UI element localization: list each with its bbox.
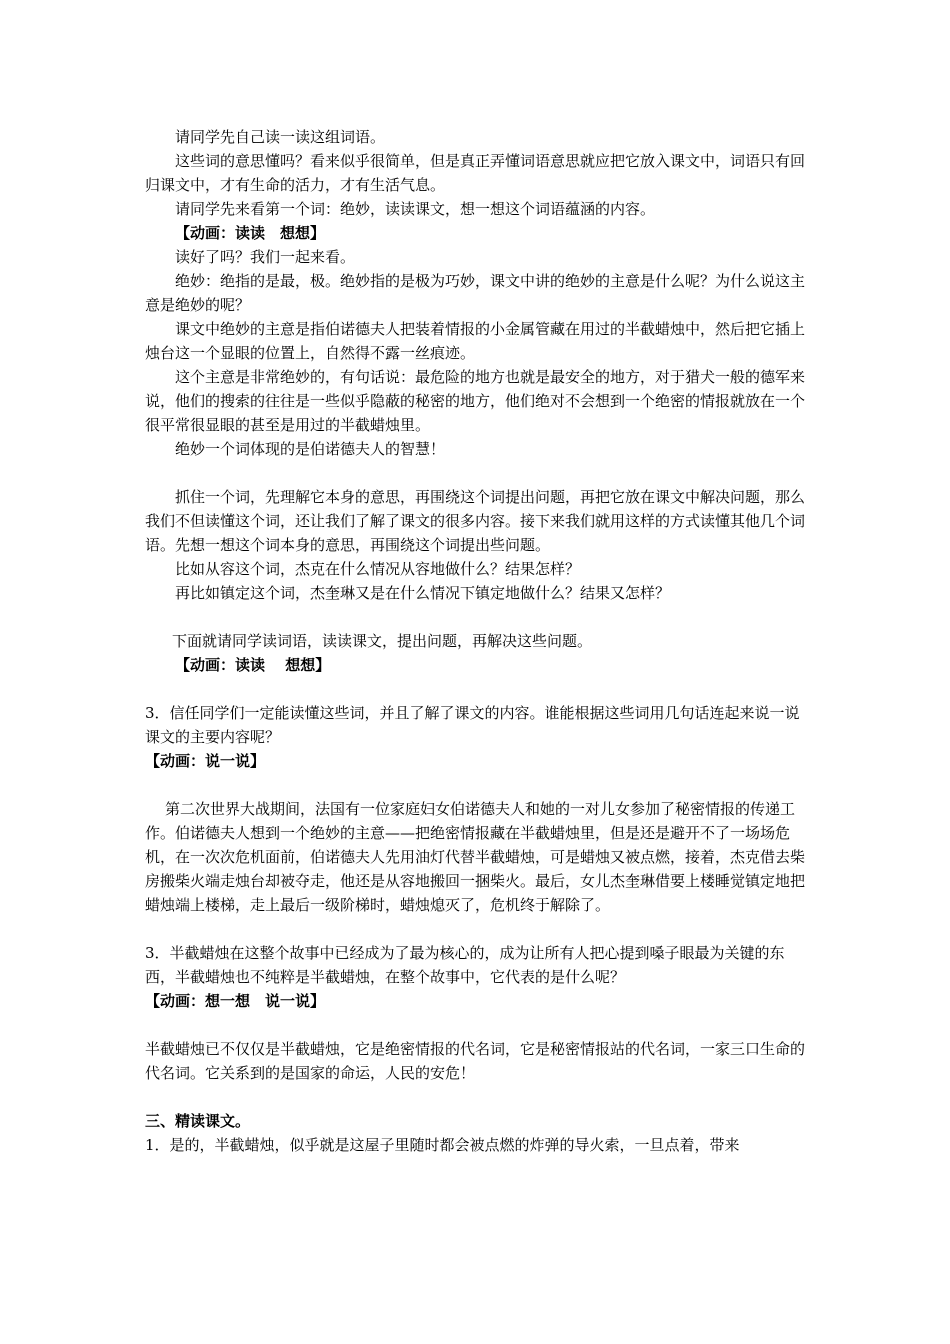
paragraph: 请同学先来看第一个词：绝妙，读读课文，想一想这个词语蕴涵的内容。 bbox=[175, 200, 656, 218]
paragraph: 请同学先自己读一读这组词语。 bbox=[175, 128, 386, 146]
spacer bbox=[145, 773, 807, 797]
paragraph: 3．信任同学们一定能读懂这些词，并且了解了课文的内容。谁能根据这些词用几句话连起来说一说课文的主要内容呢？ bbox=[145, 704, 800, 746]
paragraph: 下面就请同学读词语，读读课文，提出问题，再解决这些问题。 bbox=[172, 632, 593, 650]
spacer bbox=[145, 461, 807, 485]
paragraph: 1．是的，半截蜡烛，似乎就是这屋子里随时都会被点燃的炸弹的导火索，一旦点着，带来 bbox=[145, 1136, 740, 1154]
animation-note: 【动画：说一说】 bbox=[145, 752, 266, 770]
paragraph: 半截蜡烛已不仅仅是半截蜡烛，它是绝密情报的代名词，它是秘密情报站的代名词，一家三口生命的代名词。它关系到的是国家的命运，人民的安危！ bbox=[145, 1040, 806, 1082]
paragraph: 3．半截蜡烛在这整个故事中已经成为了最为核心的，成为让所有人把心提到嗓子眼最为关键的东西，半截蜡烛也不纯粹是半截蜡烛，在整个故事中，它代表的是什么呢？ bbox=[145, 944, 785, 986]
spacer bbox=[145, 677, 807, 701]
animation-note: 【动画：读读 想想】 bbox=[175, 224, 326, 242]
paragraph: 再比如镇定这个词，杰奎琳又是在什么情况下镇定地做什么？结果又怎样？ bbox=[175, 584, 671, 602]
spacer bbox=[145, 605, 807, 629]
section-heading: 三、精读课文。 bbox=[145, 1112, 251, 1130]
paragraph: 读好了吗？我们一起来看。 bbox=[175, 248, 356, 266]
paragraph: 抓住一个词，先理解它本身的意思，再围绕这个词提出问题，再把它放在课文中解决问题，那么我们不但读懂这个词，还让我们了解了课文的很多内容。接下来我们就用这样的方式读懂其他几个词语。先想一想这个词本身的意思，再围绕这个词提出些问题。 bbox=[145, 488, 806, 554]
paragraph: 比如从容这个词，杰克在什么情况从容地做什么？结果怎样？ bbox=[175, 560, 581, 578]
spacer bbox=[145, 917, 807, 941]
paragraph: 课文中绝妙的主意是指伯诺德夫人把装着情报的小金属管藏在用过的半截蜡烛中，然后把它插上烛台这一个显眼的位置上，自然得不露一丝痕迹。 bbox=[145, 320, 806, 362]
paragraph: 绝妙一个词体现的是伯诺德夫人的智慧！ bbox=[175, 440, 446, 458]
spacer bbox=[145, 1013, 807, 1037]
paragraph: 第二次世界大战期间，法国有一位家庭妇女伯诺德夫人和她的一对儿女参加了秘密情报的传递工作。伯诺德夫人想到一个绝妙的主意——把绝密情报藏在半截蜡烛里，但是还是避开不了一场场危机，在一次次危机面前，伯诺德夫人先用油灯代替半截蜡烛，可是蜡烛又被点燃，接着，杰克借去柴房搬柴火端走烛台却被夺走，他还是从容地搬回一捆柴火。最后，女儿杰奎琳借要上楼睡觉镇定地把蜡烛端上楼梯，走上最后一级阶梯时，蜡烛熄灭了，危机终于解除了。 bbox=[145, 800, 806, 914]
animation-note: 【动画：读读 想想】 bbox=[175, 656, 331, 674]
paragraph: 这些词的意思懂吗？看来似乎很简单，但是真正弄懂词语意思就应把它放入课文中，词语只有回归课文中，才有生命的活力，才有生活气息。 bbox=[145, 152, 806, 194]
document-body bbox=[145, 125, 807, 1157]
animation-note: 【动画：想一想 说一说】 bbox=[145, 992, 326, 1010]
spacer bbox=[145, 1085, 807, 1109]
paragraph: 这个主意是非常绝妙的，有句话说：最危险的地方也就是最安全的地方，对于猎犬一般的德军来说，他们的搜索的往往是一些似乎隐蔽的秘密的地方，他们绝对不会想到一个绝密的情报就放在一个很平常很显眼的甚至是用过的半截蜡烛里。 bbox=[145, 368, 806, 434]
paragraph: 绝妙：绝指的是最，极。绝妙指的是极为巧妙，课文中讲的绝妙的主意是什么呢？为什么说这主意是绝妙的呢？ bbox=[145, 272, 806, 314]
